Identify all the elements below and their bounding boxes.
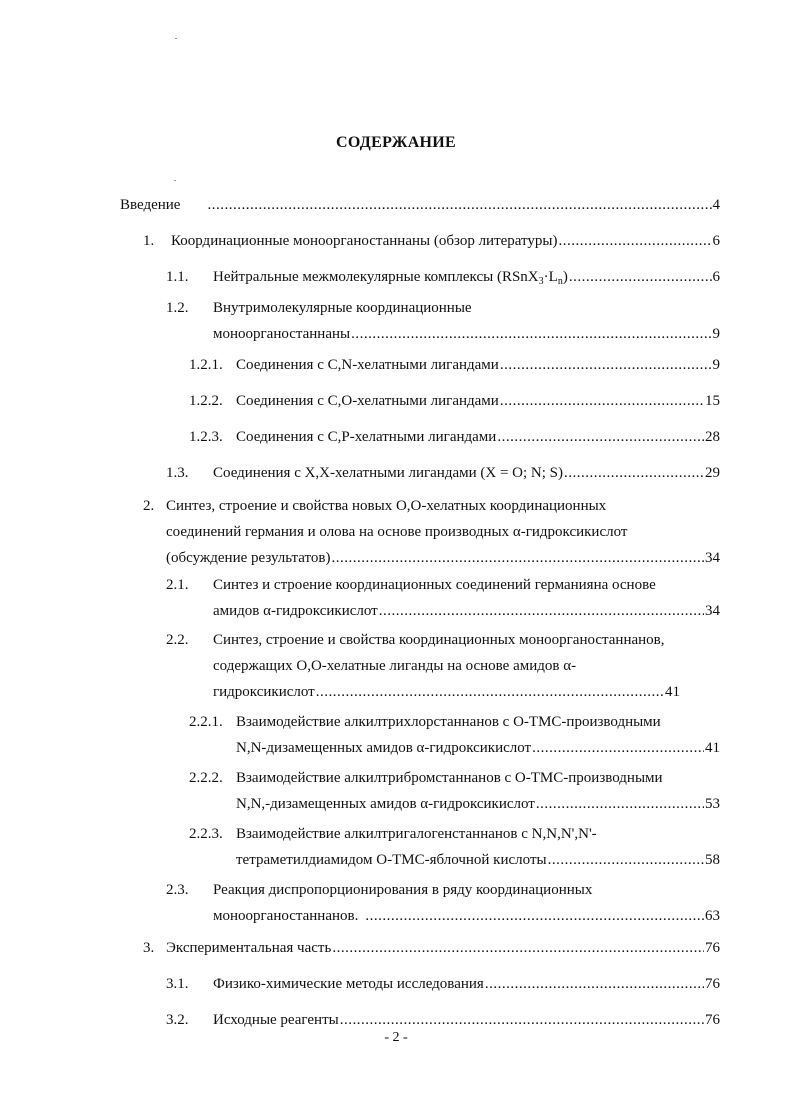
toc-entry-text: Реакция диспропорционирования в ряду координационных [213,882,593,898]
toc-entry-text: N,N,-дизамещенных амидов α-гидроксикислот [236,796,535,812]
toc-page-number: 53 [705,796,720,812]
toc-page-number: 76 [705,940,720,956]
toc-entry-text: Введение [120,197,181,213]
page-footer-number: - 2 - [384,1030,408,1045]
toc-entry-text: Соединения с X,X-хелатными лигандами (X = O; N; S) [213,465,564,481]
toc-entry-text: Внутримолекулярные координационные [213,300,472,316]
leader-dots [497,424,704,450]
toc-entry-text: тетраметилдиамидом O-TMC-яблочной кислоты [236,852,547,868]
toc-page-number: 29 [705,465,720,481]
toc-entry-number: 1. [143,233,155,249]
toc-entry-number: 1.3. [166,465,189,481]
toc-page-number: 15 [705,393,720,409]
leader-dots [351,321,711,347]
toc-page-number: 63 [705,908,720,924]
toc-entry-text: содержащих O,O-хелатные лиганды на основе амидов α- [213,658,577,674]
leader-dots [548,847,704,873]
leader-dots [564,460,704,486]
toc-entry-number: 1.2. [166,300,189,316]
toc-entry-number: 2.2.3. [189,826,223,842]
leader-dots [559,228,712,254]
leader-dots [500,352,712,378]
leader-dots [207,192,711,218]
leader-dots [536,791,704,817]
toc-entry-text: Экспериментальная часть [166,940,332,956]
toc-entry-number: 1.2.3. [189,429,223,445]
toc-entry-text: Физико-химические методы исследования [213,976,484,992]
toc-entry-text: Взаимодействие алкилтригалогенстаннанов с N,N,N',N'- [236,826,597,842]
toc-entry-text: Нейтральные межмолекулярные комплексы $(RSnX_3\cdot L_n)$ [213,269,568,287]
toc-page-number: 76 [705,976,720,992]
toc-entry-text: Соединения с C,N-хелатными лигандами [236,357,499,373]
leader-dots [316,679,664,705]
scan-speck [174,180,176,181]
leader-dots [569,264,712,290]
toc-page-number: 41 [705,740,720,756]
scan-speck [175,38,177,39]
leader-dots [365,903,704,929]
toc-page-number: 9 [712,357,720,373]
toc-entry-number: 2. [143,498,155,514]
toc-entry-text: гидроксикислот [213,684,315,700]
toc-page-number: 6 [712,269,720,285]
toc-entry-number: 1.2.2. [189,393,223,409]
toc-entry-text: моноорганостаннаны [213,326,351,342]
toc-entry-number: 2.1. [166,577,189,593]
toc-entry-text: Исходные реагенты [213,1012,339,1028]
toc-entry-text: Синтез, строение и свойства координационных моноорганостаннанов, [213,632,665,648]
toc-entry-text: моноорганостаннанов. [213,908,359,924]
toc-entry-text: амидов α-гидроксикислот [213,603,378,619]
toc-page-number: 41 [665,684,680,700]
toc-page-number: 76 [705,1012,720,1028]
page-title: СОДЕРЖАНИЕ [335,134,457,151]
toc-entry-number: 2.3. [166,882,189,898]
toc-entry-number: 2.2. [166,632,189,648]
toc-entry-text: соединений германия и олова на основе производных α-гидроксикислот [166,524,628,540]
toc-entry-number: 3. [143,940,155,956]
toc-entry-text: Взаимодействие алкилтрибромстаннанов с O-TMC-производными [236,770,663,786]
leader-dots [332,935,704,961]
toc-page-number: 28 [705,429,720,445]
toc-page-number: 6 [712,233,720,249]
leader-dots [379,598,704,624]
toc-entry-text: N,N-дизамещенных амидов α-гидроксикислот [236,740,532,756]
leader-dots [532,735,704,761]
toc-entry-text: Координационные моноорганостаннаны (обзор литературы) [171,233,558,249]
toc-entry-number: 2.2.2. [189,770,223,786]
toc-entry-number: 1.1. [166,269,189,285]
toc-entry-text: Соединения с C,P-хелатными лигандами [236,429,497,445]
toc-page-number: 9 [712,326,720,342]
toc-page-number: 58 [705,852,720,868]
toc-entry-number: 3.1. [166,976,189,992]
leader-dots [332,545,705,571]
toc-entry-text: Соединения с C,O-хелатными лигандами [236,393,499,409]
toc-page-number: 34 [705,550,720,566]
toc-entry-number: 1.2.1. [189,357,223,373]
toc-entry-text: Взаимодействие алкилтрихлорстаннанов с O-TMC-производными [236,714,661,730]
leader-dots [485,971,704,997]
toc-entry-number: 2.2.1. [189,714,223,730]
toc-page-number: 4 [712,197,720,213]
toc-entry-text: Синтез и строение координационных соединений германияна основе [213,577,656,593]
toc-entry-number: 3.2. [166,1012,189,1028]
toc-entry-text: Синтез, строение и свойства новых O,O-хелатных координационных [166,498,607,514]
leader-dots [500,388,704,414]
toc-entry-text: (обсуждение результатов) [166,550,331,566]
toc-page-number: 34 [705,603,720,619]
